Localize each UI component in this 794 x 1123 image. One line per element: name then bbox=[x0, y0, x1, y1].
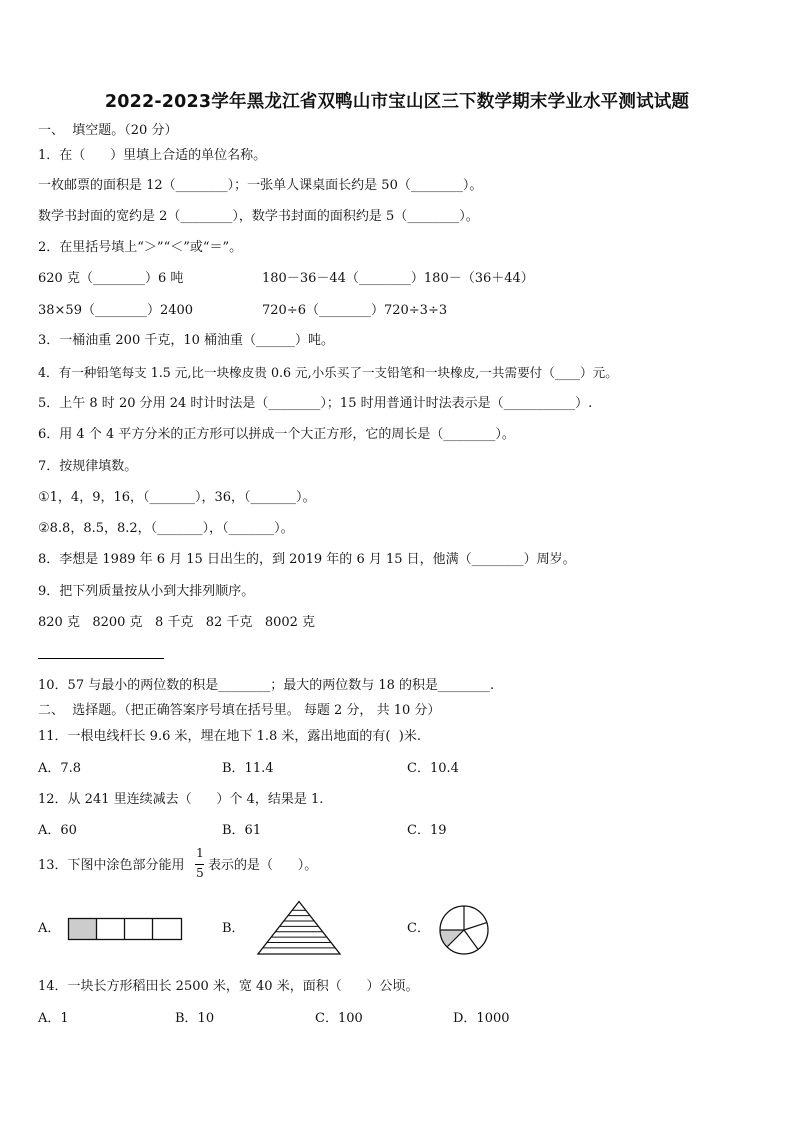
question-14-option-c: C．100 bbox=[315, 1011, 363, 1026]
question-12: 12．从 241 里连续减去（ ）个 4，结果是 1. bbox=[38, 792, 324, 807]
question-13-suffix: 表示的是（ ）。 bbox=[208, 858, 318, 873]
question-2-r1-left: 620 克（________）6 吨 bbox=[38, 271, 184, 286]
question-13-prefix: 13．下图中涂色部分能用 bbox=[38, 858, 185, 873]
figure-c-circle bbox=[434, 900, 494, 960]
question-11-option-b: B．11.4 bbox=[222, 761, 274, 776]
question-9: 9．把下列质量按从小到大排列顺序。 bbox=[38, 584, 255, 599]
question-13-option-a: A． bbox=[38, 921, 61, 936]
question-11-option-a: A．7.8 bbox=[38, 761, 82, 776]
question-13-option-b: B． bbox=[222, 921, 245, 936]
question-1-line-b: 数学书封面的宽约是 2（________），数学书封面的面积约是 5（________）。 bbox=[38, 209, 479, 224]
question-7-2: ②8.8，8.5，8.2，（_______），（_______）。 bbox=[38, 521, 294, 536]
fraction-bar bbox=[195, 864, 204, 865]
figure-a-rectangle bbox=[67, 917, 184, 942]
figure-b-triangle bbox=[256, 900, 342, 956]
question-7: 7．按规律填数。 bbox=[38, 459, 138, 474]
separator-line bbox=[38, 658, 164, 659]
question-4: 4．有一种铅笔每支 1.5 元,比一块橡皮贵 0.6 元,小乐买了一支铅笔和一块橡皮,一共需要付（____）元。 bbox=[38, 365, 618, 380]
question-7-1: ①1，4，9，16，（_______），36，（_______）。 bbox=[38, 490, 316, 505]
question-14-option-d: D．1000 bbox=[453, 1011, 510, 1026]
fraction-numerator: 1 bbox=[196, 846, 204, 860]
question-12-option-a: A．60 bbox=[38, 823, 77, 838]
figure-a-shaded-part bbox=[69, 919, 97, 940]
question-14-option-a: A．1 bbox=[38, 1011, 69, 1026]
question-1: 1．在（ ）里填上合适的单位名称。 bbox=[38, 148, 267, 163]
question-2-r2-left: 38×59（________）2400 bbox=[38, 303, 194, 318]
section-2-heading: 二、 选择题。（把正确答案序号填在括号里。 每题 2 分， 共 10 分） bbox=[38, 703, 441, 718]
question-2-r2-right: 720÷6（________）720÷3÷3 bbox=[262, 303, 448, 318]
question-5: 5．上午 8 时 20 分用 24 时计时法是（________）；15 时用普通计时法表示是（___________）. bbox=[38, 396, 593, 411]
question-11: 11．一根电线杆长 9.6 米，埋在地下 1.8 米，露出地面的有( )米. bbox=[38, 729, 421, 744]
section-1-heading: 一、 填空题。（20 分） bbox=[38, 123, 178, 138]
question-12-option-c: C．19 bbox=[407, 823, 447, 838]
question-11-option-c: C．10.4 bbox=[407, 761, 459, 776]
question-8: 8．李想是 1989 年 6 月 15 日出生的，到 2019 年的 6 月 15 日，他满（________）周岁。 bbox=[38, 552, 576, 567]
question-6: 6．用 4 个 4 平方分米的正方形可以拼成一个大正方形，它的周长是（________）。 bbox=[38, 427, 515, 442]
question-3: 3．一桶油重 200 千克，10 桶油重（______）吨。 bbox=[38, 333, 335, 348]
fraction-denominator: 5 bbox=[196, 866, 204, 880]
page-title: 2022-2023学年黑龙江省双鸭山市宝山区三下数学期末学业水平测试试题 bbox=[104, 92, 690, 112]
figure-c-shaded-part bbox=[440, 930, 464, 947]
question-1-line-a: 一枚邮票的面积是 12（________）；一张单人课桌面长约是 50（________）。 bbox=[38, 178, 483, 193]
question-2-r1-right: 180－36－44（________）180－（36＋44） bbox=[262, 271, 534, 286]
question-10: 10．57 与最小的两位数的积是________；最大的两位数与 18 的积是________. bbox=[38, 678, 495, 693]
question-13-option-c: C． bbox=[407, 921, 430, 936]
question-9-items: 820 克 8200 克 8 千克 82 千克 8002 克 bbox=[38, 615, 316, 630]
question-14: 14．一块长方形稻田长 2500 米，宽 40 米，面积（ ）公顷。 bbox=[38, 979, 419, 994]
question-12-option-b: B．61 bbox=[222, 823, 262, 838]
question-14-option-b: B．10 bbox=[175, 1011, 215, 1026]
question-2: 2．在里括号填上“＞”“＜”或“＝”。 bbox=[38, 240, 243, 255]
